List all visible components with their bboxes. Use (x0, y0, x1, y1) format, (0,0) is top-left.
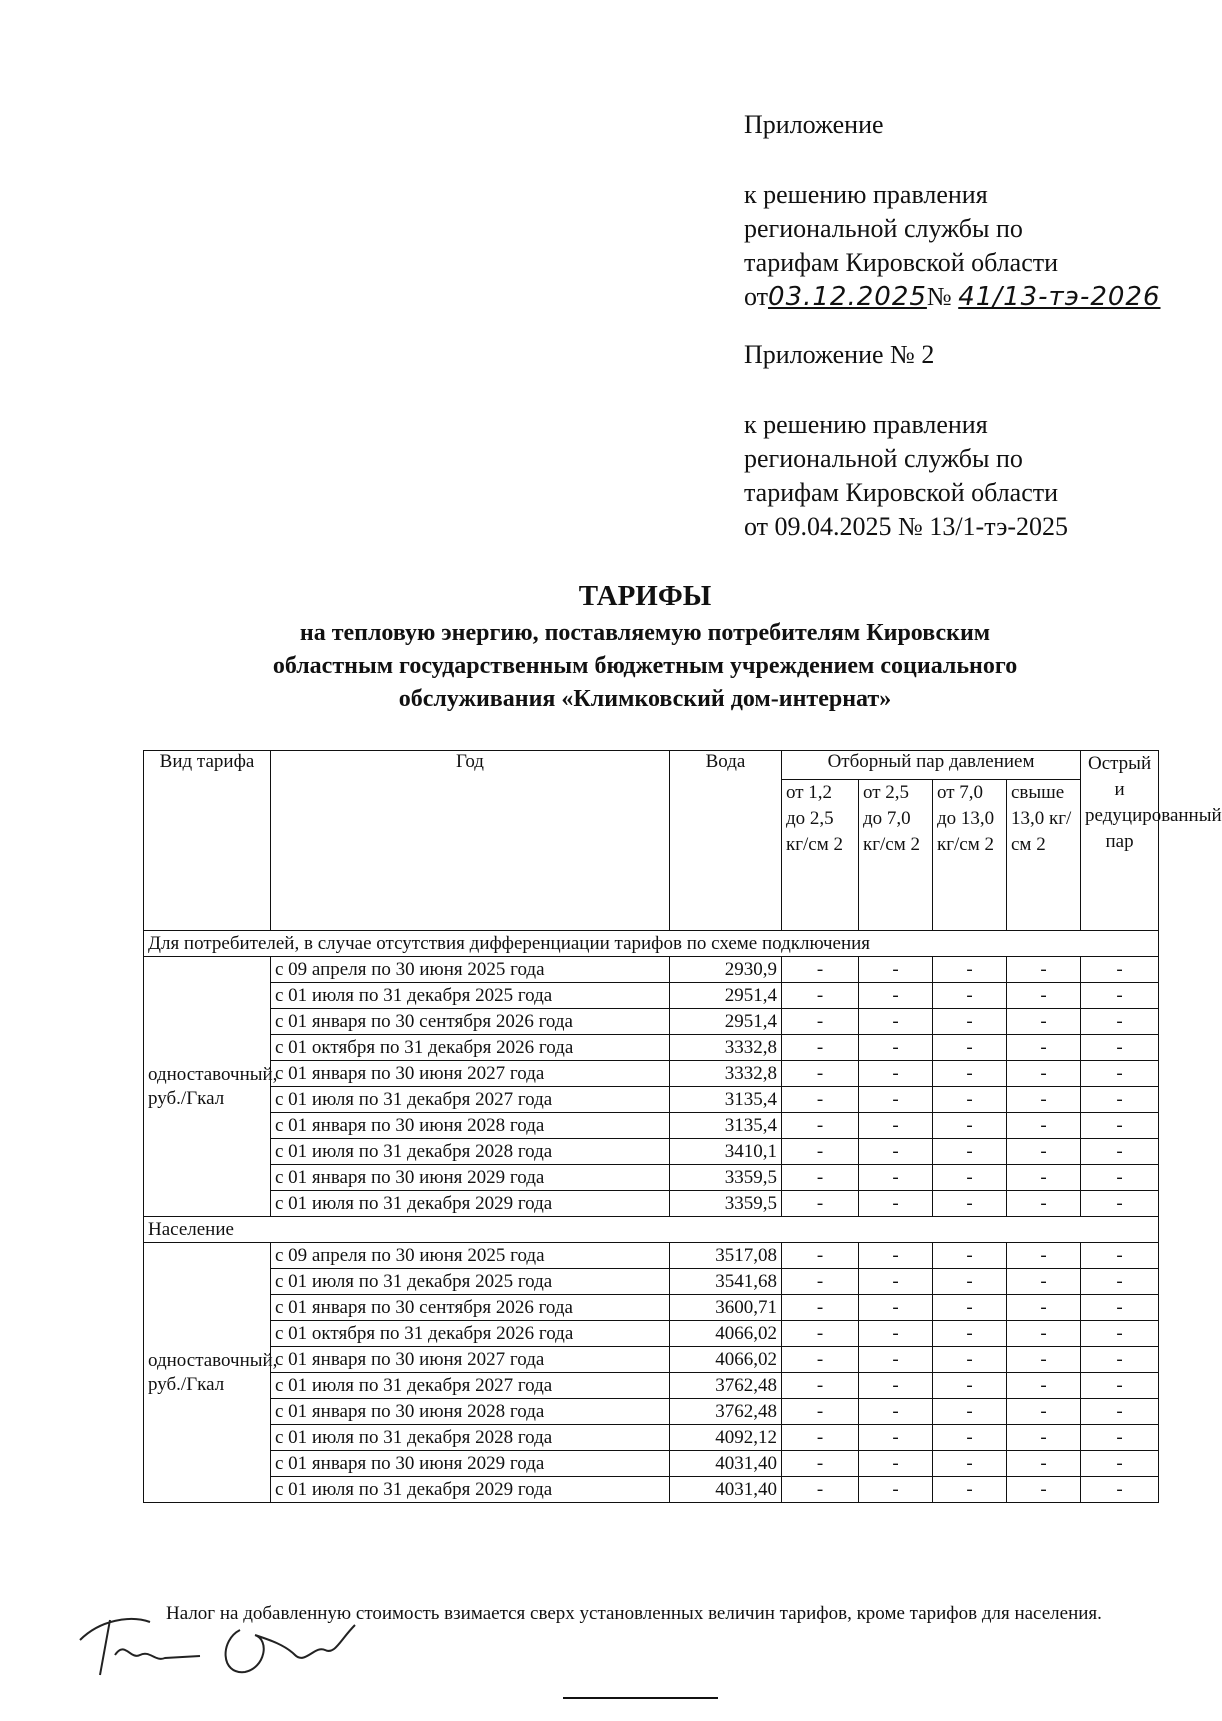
water-tariff-cell: 4031,40 (670, 1451, 782, 1477)
empty-value-cell: - (1081, 1451, 1159, 1477)
header-steam-2: от 2,5 до 7,0 кг/см 2 (859, 780, 933, 931)
empty-value-cell: - (1081, 957, 1159, 983)
empty-value-cell: - (1081, 1035, 1159, 1061)
empty-value-cell: - (782, 1087, 859, 1113)
table-row (144, 1165, 1159, 1191)
period-cell: с 01 января по 30 июня 2029 года (271, 1451, 670, 1477)
empty-value-cell: - (933, 1295, 1007, 1321)
period-cell: с 01 января по 30 июня 2028 года (271, 1113, 670, 1139)
document-subtitle-line: на тепловую энергию, поставляемую потребителям Кировским (299, 620, 991, 646)
empty-value-cell: - (1081, 1321, 1159, 1347)
empty-value-cell: - (933, 1269, 1007, 1295)
empty-value-cell: - (782, 1165, 859, 1191)
empty-value-cell: - (933, 1477, 1007, 1503)
empty-value-cell: - (782, 1347, 859, 1373)
section-row (144, 1217, 1159, 1243)
empty-value-cell: - (859, 1425, 933, 1451)
empty-value-cell: - (1081, 1191, 1159, 1217)
header-year: Год (271, 751, 670, 931)
water-tariff-cell: 3762,48 (670, 1399, 782, 1425)
empty-value-cell: - (1081, 1373, 1159, 1399)
header-sharp-steam: Острый и редуцированный пар (1081, 751, 1159, 931)
empty-value-cell: - (782, 1243, 859, 1269)
header-water: Вода (670, 751, 782, 931)
appendix-2-line: к решению правления (744, 410, 988, 439)
empty-value-cell: - (1081, 1243, 1159, 1269)
table-row (144, 1373, 1159, 1399)
empty-value-cell: - (859, 1061, 933, 1087)
empty-value-cell: - (782, 1477, 859, 1503)
empty-value-cell: - (1081, 1425, 1159, 1451)
period-cell: с 01 января по 30 июня 2027 года (271, 1061, 670, 1087)
empty-value-cell: - (1007, 1009, 1081, 1035)
empty-value-cell: - (1007, 1425, 1081, 1451)
empty-value-cell: - (933, 1087, 1007, 1113)
water-tariff-cell: 4066,02 (670, 1347, 782, 1373)
empty-value-cell: - (859, 1477, 933, 1503)
appendix-1-line: к решению правления (744, 180, 988, 209)
table-row (144, 957, 1159, 983)
empty-value-cell: - (782, 1139, 859, 1165)
table-body (144, 931, 1159, 1503)
document-subtitle-line: областным государственным бюджетным учреждением социального (272, 653, 1018, 679)
empty-value-cell: - (782, 1295, 859, 1321)
empty-value-cell: - (1007, 1113, 1081, 1139)
empty-value-cell: - (1007, 1477, 1081, 1503)
date-prefix: от (744, 282, 769, 311)
empty-value-cell: - (1081, 1139, 1159, 1165)
empty-value-cell: - (1007, 1295, 1081, 1321)
water-tariff-cell: 3410,1 (670, 1139, 782, 1165)
empty-value-cell: - (859, 1373, 933, 1399)
table-row (144, 1347, 1159, 1373)
period-cell: с 01 июля по 31 декабря 2025 года (271, 983, 670, 1009)
table-row (144, 1191, 1159, 1217)
tariff-type-cell: одноставочный, руб./Гкал (144, 957, 271, 1217)
empty-value-cell: - (933, 1347, 1007, 1373)
empty-value-cell: - (782, 983, 859, 1009)
section-title: Население (144, 1217, 1159, 1243)
empty-value-cell: - (859, 1035, 933, 1061)
empty-value-cell: - (1007, 1191, 1081, 1217)
table-row (144, 1269, 1159, 1295)
empty-value-cell: - (933, 1451, 1007, 1477)
water-tariff-cell: 2930,9 (670, 957, 782, 983)
period-cell: с 01 июля по 31 декабря 2028 года (271, 1139, 670, 1165)
tariff-table (143, 750, 1222, 1503)
document-title: ТАРИФЫ (578, 580, 712, 612)
table-row (144, 1061, 1159, 1087)
empty-value-cell: - (782, 1191, 859, 1217)
appendix-2-body (744, 408, 1068, 544)
empty-value-cell: - (1081, 1087, 1159, 1113)
water-tariff-cell: 3332,8 (670, 1061, 782, 1087)
empty-value-cell: - (1081, 1009, 1159, 1035)
empty-value-cell: - (1007, 1139, 1081, 1165)
handwritten-date: 03.12.2025 (768, 282, 927, 312)
empty-value-cell: - (933, 1009, 1007, 1035)
empty-value-cell: - (859, 1347, 933, 1373)
empty-value-cell: - (1007, 1451, 1081, 1477)
period-cell: с 01 июля по 31 декабря 2027 года (271, 1373, 670, 1399)
empty-value-cell: - (782, 1113, 859, 1139)
empty-value-cell: - (1081, 1113, 1159, 1139)
empty-value-cell: - (782, 1035, 859, 1061)
table-row (144, 1451, 1159, 1477)
water-tariff-cell: 4031,40 (670, 1477, 782, 1503)
empty-value-cell: - (933, 1321, 1007, 1347)
header-steam-1: от 1,2 до 2,5 кг/см 2 (782, 780, 859, 931)
appendix-1-line: тарифам Кировской области (744, 248, 1059, 277)
empty-value-cell: - (859, 1399, 933, 1425)
period-cell: с 01 января по 30 июня 2028 года (271, 1399, 670, 1425)
empty-value-cell: - (1007, 983, 1081, 1009)
water-tariff-cell: 3359,5 (670, 1191, 782, 1217)
empty-value-cell: - (933, 1061, 1007, 1087)
period-cell: с 01 июля по 31 декабря 2025 года (271, 1269, 670, 1295)
empty-value-cell: - (1081, 1399, 1159, 1425)
empty-value-cell: - (859, 1165, 933, 1191)
empty-value-cell: - (859, 1243, 933, 1269)
empty-value-cell: - (933, 1425, 1007, 1451)
empty-value-cell: - (933, 957, 1007, 983)
period-cell: с 01 января по 30 июня 2027 года (271, 1347, 670, 1373)
empty-value-cell: - (782, 1269, 859, 1295)
water-tariff-cell: 2951,4 (670, 1009, 782, 1035)
table-row (144, 1087, 1159, 1113)
appendix-1-date-line (744, 280, 1161, 314)
empty-value-cell: - (1081, 1295, 1159, 1321)
empty-value-cell: - (782, 1061, 859, 1087)
period-cell: с 01 июля по 31 декабря 2028 года (271, 1425, 670, 1451)
table-row (144, 1035, 1159, 1061)
period-cell: с 01 июля по 31 декабря 2027 года (271, 1087, 670, 1113)
table-row (144, 1113, 1159, 1139)
empty-value-cell: - (859, 1113, 933, 1139)
water-tariff-cell: 3762,48 (670, 1373, 782, 1399)
empty-value-cell: - (782, 1399, 859, 1425)
appendix-2-line: тарифам Кировской области (744, 478, 1059, 507)
period-cell: с 01 октября по 31 декабря 2026 года (271, 1321, 670, 1347)
empty-value-cell: - (1007, 1243, 1081, 1269)
document-subtitle-line: обслуживания «Климковский дом-интернат» (398, 686, 892, 712)
number-prefix: № (926, 282, 952, 311)
water-tariff-cell: 4066,02 (670, 1321, 782, 1347)
table-row (144, 1009, 1159, 1035)
period-cell: с 01 июля по 31 декабря 2029 года (271, 1191, 670, 1217)
appendix-2-line: региональной службы по (744, 444, 1023, 473)
section-row (144, 931, 1159, 957)
empty-value-cell: - (1081, 1347, 1159, 1373)
empty-value-cell: - (859, 1139, 933, 1165)
empty-value-cell: - (1081, 1269, 1159, 1295)
empty-value-cell: - (933, 1113, 1007, 1139)
table-row (144, 1477, 1159, 1503)
empty-value-cell: - (933, 1243, 1007, 1269)
empty-value-cell: - (859, 1321, 933, 1347)
empty-value-cell: - (1007, 1061, 1081, 1087)
appendix-1-line: региональной службы по (744, 214, 1023, 243)
empty-value-cell: - (1007, 1035, 1081, 1061)
period-cell: с 01 января по 30 сентября 2026 года (271, 1009, 670, 1035)
period-cell: с 01 января по 30 июня 2029 года (271, 1165, 670, 1191)
empty-value-cell: - (782, 1451, 859, 1477)
header-steam-group: Отборный пар давлением (782, 751, 1081, 780)
empty-value-cell: - (859, 1087, 933, 1113)
empty-value-cell: - (859, 983, 933, 1009)
empty-value-cell: - (782, 1425, 859, 1451)
header-steam-3: от 7,0 до 13,0 кг/см 2 (933, 780, 1007, 931)
empty-value-cell: - (1081, 1477, 1159, 1503)
empty-value-cell: - (782, 1373, 859, 1399)
water-tariff-cell: 3517,08 (670, 1243, 782, 1269)
empty-value-cell: - (782, 1321, 859, 1347)
tariff-type-cell: одноставочный, руб./Гкал (144, 1243, 271, 1503)
empty-value-cell: - (933, 1139, 1007, 1165)
empty-value-cell: - (933, 1399, 1007, 1425)
water-tariff-cell: 3135,4 (670, 1113, 782, 1139)
water-tariff-cell: 3600,71 (670, 1295, 782, 1321)
table-row (144, 1139, 1159, 1165)
appendix-2-line: от 09.04.2025 № 13/1-тэ-2025 (744, 512, 1069, 541)
section-title: Для потребителей, в случае отсутствия дифференциации тарифов по схеме подключения (144, 931, 1159, 957)
period-cell: с 09 апреля по 30 июня 2025 года (271, 1243, 670, 1269)
water-tariff-cell: 4092,12 (670, 1425, 782, 1451)
empty-value-cell: - (933, 983, 1007, 1009)
empty-value-cell: - (859, 1295, 933, 1321)
empty-value-cell: - (859, 957, 933, 983)
empty-value-cell: - (933, 1035, 1007, 1061)
period-cell: с 01 января по 30 сентября 2026 года (271, 1295, 670, 1321)
header-steam-4: свыше 13,0 кг/см 2 (1007, 780, 1081, 931)
water-tariff-cell: 2951,4 (670, 983, 782, 1009)
document-heading (140, 580, 1150, 716)
empty-value-cell: - (1081, 983, 1159, 1009)
empty-value-cell: - (1007, 957, 1081, 983)
empty-value-cell: - (1081, 1061, 1159, 1087)
signature-image (70, 1600, 370, 1690)
table-row (144, 1321, 1159, 1347)
empty-value-cell: - (859, 1009, 933, 1035)
empty-value-cell: - (1007, 1087, 1081, 1113)
empty-value-cell: - (859, 1191, 933, 1217)
vat-footnote: Налог на добавленную стоимость взимается сверх установленных величин тарифов, кроме тарифов для населения. (166, 1603, 1102, 1624)
table-row (144, 1399, 1159, 1425)
period-cell: с 01 июля по 31 декабря 2029 года (271, 1477, 670, 1503)
water-tariff-cell: 3332,8 (670, 1035, 782, 1061)
empty-value-cell: - (1007, 1347, 1081, 1373)
water-tariff-cell: 3135,4 (670, 1087, 782, 1113)
table-row (144, 1295, 1159, 1321)
table-row (144, 983, 1159, 1009)
empty-value-cell: - (933, 1373, 1007, 1399)
period-cell: с 01 октября по 31 декабря 2026 года (271, 1035, 670, 1061)
empty-value-cell: - (859, 1269, 933, 1295)
empty-value-cell: - (1007, 1321, 1081, 1347)
handwritten-number: 41/13-тэ-2026 (958, 282, 1161, 312)
empty-value-cell: - (1007, 1165, 1081, 1191)
water-tariff-cell: 3541,68 (670, 1269, 782, 1295)
period-cell: с 09 апреля по 30 июня 2025 года (271, 957, 670, 983)
empty-value-cell: - (1007, 1269, 1081, 1295)
header-tariff-type: Вид тарифа (144, 751, 271, 931)
empty-value-cell: - (1007, 1399, 1081, 1425)
table-row (144, 1425, 1159, 1451)
end-divider (563, 1697, 718, 1699)
table-row (144, 1243, 1159, 1269)
empty-value-cell: - (933, 1165, 1007, 1191)
empty-value-cell: - (859, 1451, 933, 1477)
empty-value-cell: - (1007, 1373, 1081, 1399)
empty-value-cell: - (782, 957, 859, 983)
empty-value-cell: - (782, 1009, 859, 1035)
appendix-1-title: Приложение (744, 110, 884, 139)
empty-value-cell: - (933, 1191, 1007, 1217)
appendix-2-title: Приложение № 2 (744, 340, 935, 369)
water-tariff-cell: 3359,5 (670, 1165, 782, 1191)
appendix-1-body (744, 178, 1161, 314)
empty-value-cell: - (1081, 1165, 1159, 1191)
